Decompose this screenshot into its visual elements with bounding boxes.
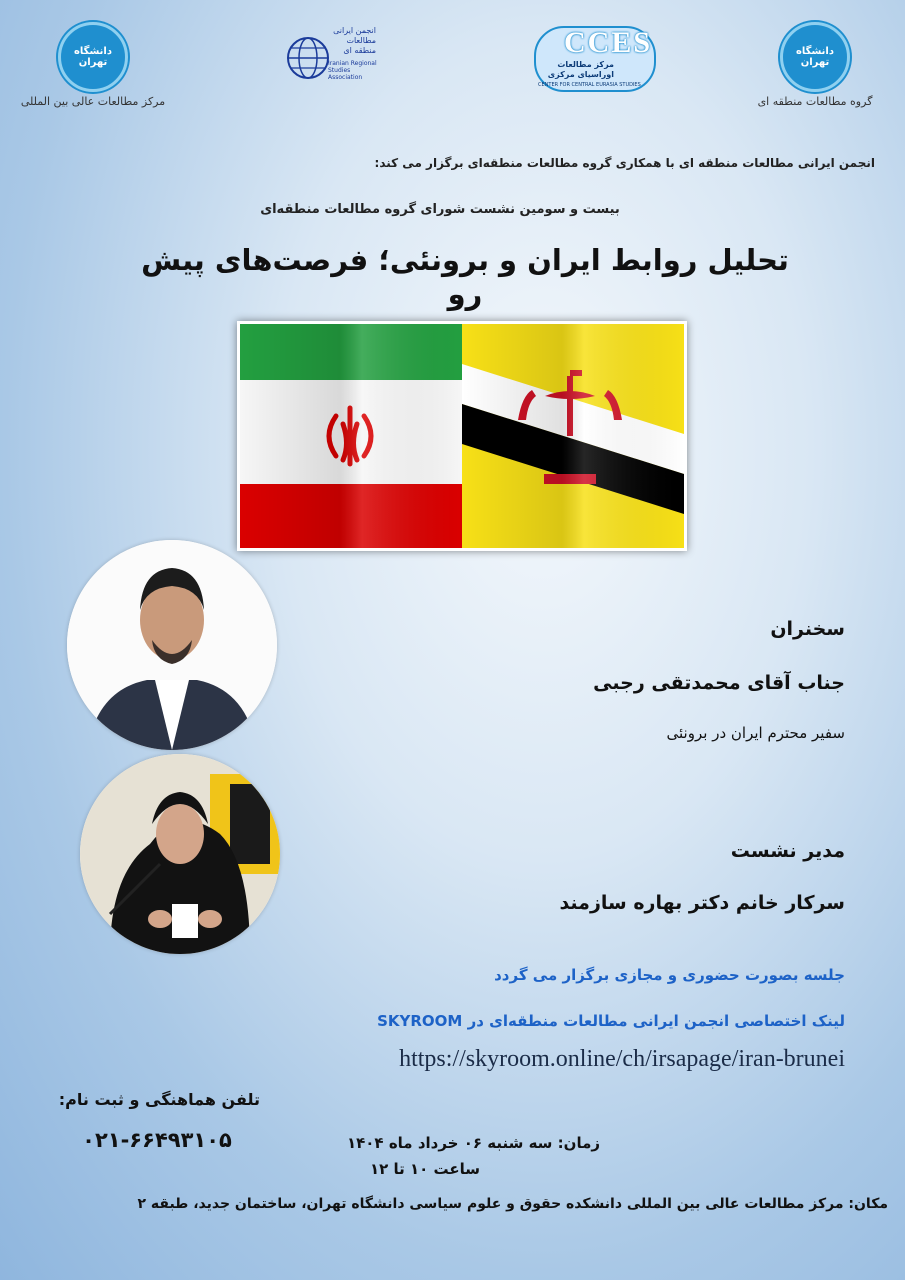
university-emblem-icon: دانشگاه تهران [58,22,128,92]
iran-flag-icon [240,324,462,548]
skyroom-label: لینک اختصاصی انجمن ایرانی مطالعات منطقه‌ای در SKYROOM [377,1012,845,1030]
phone-number[interactable]: ۰۲۱-۶۶۴۹۳۱۰۵ [82,1128,232,1152]
logo-cces: CCES مرکز مطالعات اوراسیای مرکزی CENTER FOR CENTRAL EURASIA STUDIES [534,22,656,92]
session-line: بیست و سومین نشست شورای گروه مطالعات منطقه‌ای [260,202,620,217]
speaker-role: سفیر محترم ایران در برونئی [666,724,845,742]
page-title: تحلیل روابط ایران و برونئی؛ فرصت‌های پیش رو [141,243,789,311]
session-mode: جلسه بصورت حضوری و مجازی برگزار می گردد [494,966,845,984]
logo-university-left [58,22,128,92]
time-line: زمان: سه شنبه ۰۶ خرداد ماه ۱۴۰۴ [346,1134,600,1152]
logo-caption-left: مرکز مطالعات عالی بین المللی [20,95,166,108]
globe-icon [286,30,330,86]
speaker-heading: سخنران [770,618,845,640]
speaker-photo [67,540,277,750]
logo-university-right [780,22,850,92]
brunei-flag-icon [462,324,684,548]
phone-label: تلفن هماهنگی و ثبت نام: [58,1090,260,1109]
speaker-name: جناب آقای محمدتقی رجبی [593,672,845,694]
flags-image [237,321,687,551]
hours-line: ساعت ۱۰ تا ۱۲ [369,1160,481,1178]
place-line: مکان: مرکز مطالعات عالی بین المللی دانشکده حقوق و علوم سیاسی دانشگاه تهران، ساختمان جدید، طبقه ۲ [137,1196,888,1212]
moderator-heading: مدیر نشست [730,840,845,862]
skyroom-link[interactable]: https://skyroom.online/ch/irsapage/iran-brunei [399,1046,845,1072]
organizer-line: انجمن ایرانی مطالعات منطقه ای با همکاری گروه مطالعات منطقه‌ای برگزار می کند: [374,156,875,170]
logo-caption-right: گروه مطالعات منطقه ای [757,95,873,108]
moderator-name: سرکار خانم دکتر بهاره سازمند [559,892,845,914]
university-emblem-icon: دانشگاه تهران [780,22,850,92]
logo-society: انجمن ایرانی مطالعات منطقه ای Iranian Regional Studies Association [282,22,382,92]
moderator-photo [80,754,280,954]
